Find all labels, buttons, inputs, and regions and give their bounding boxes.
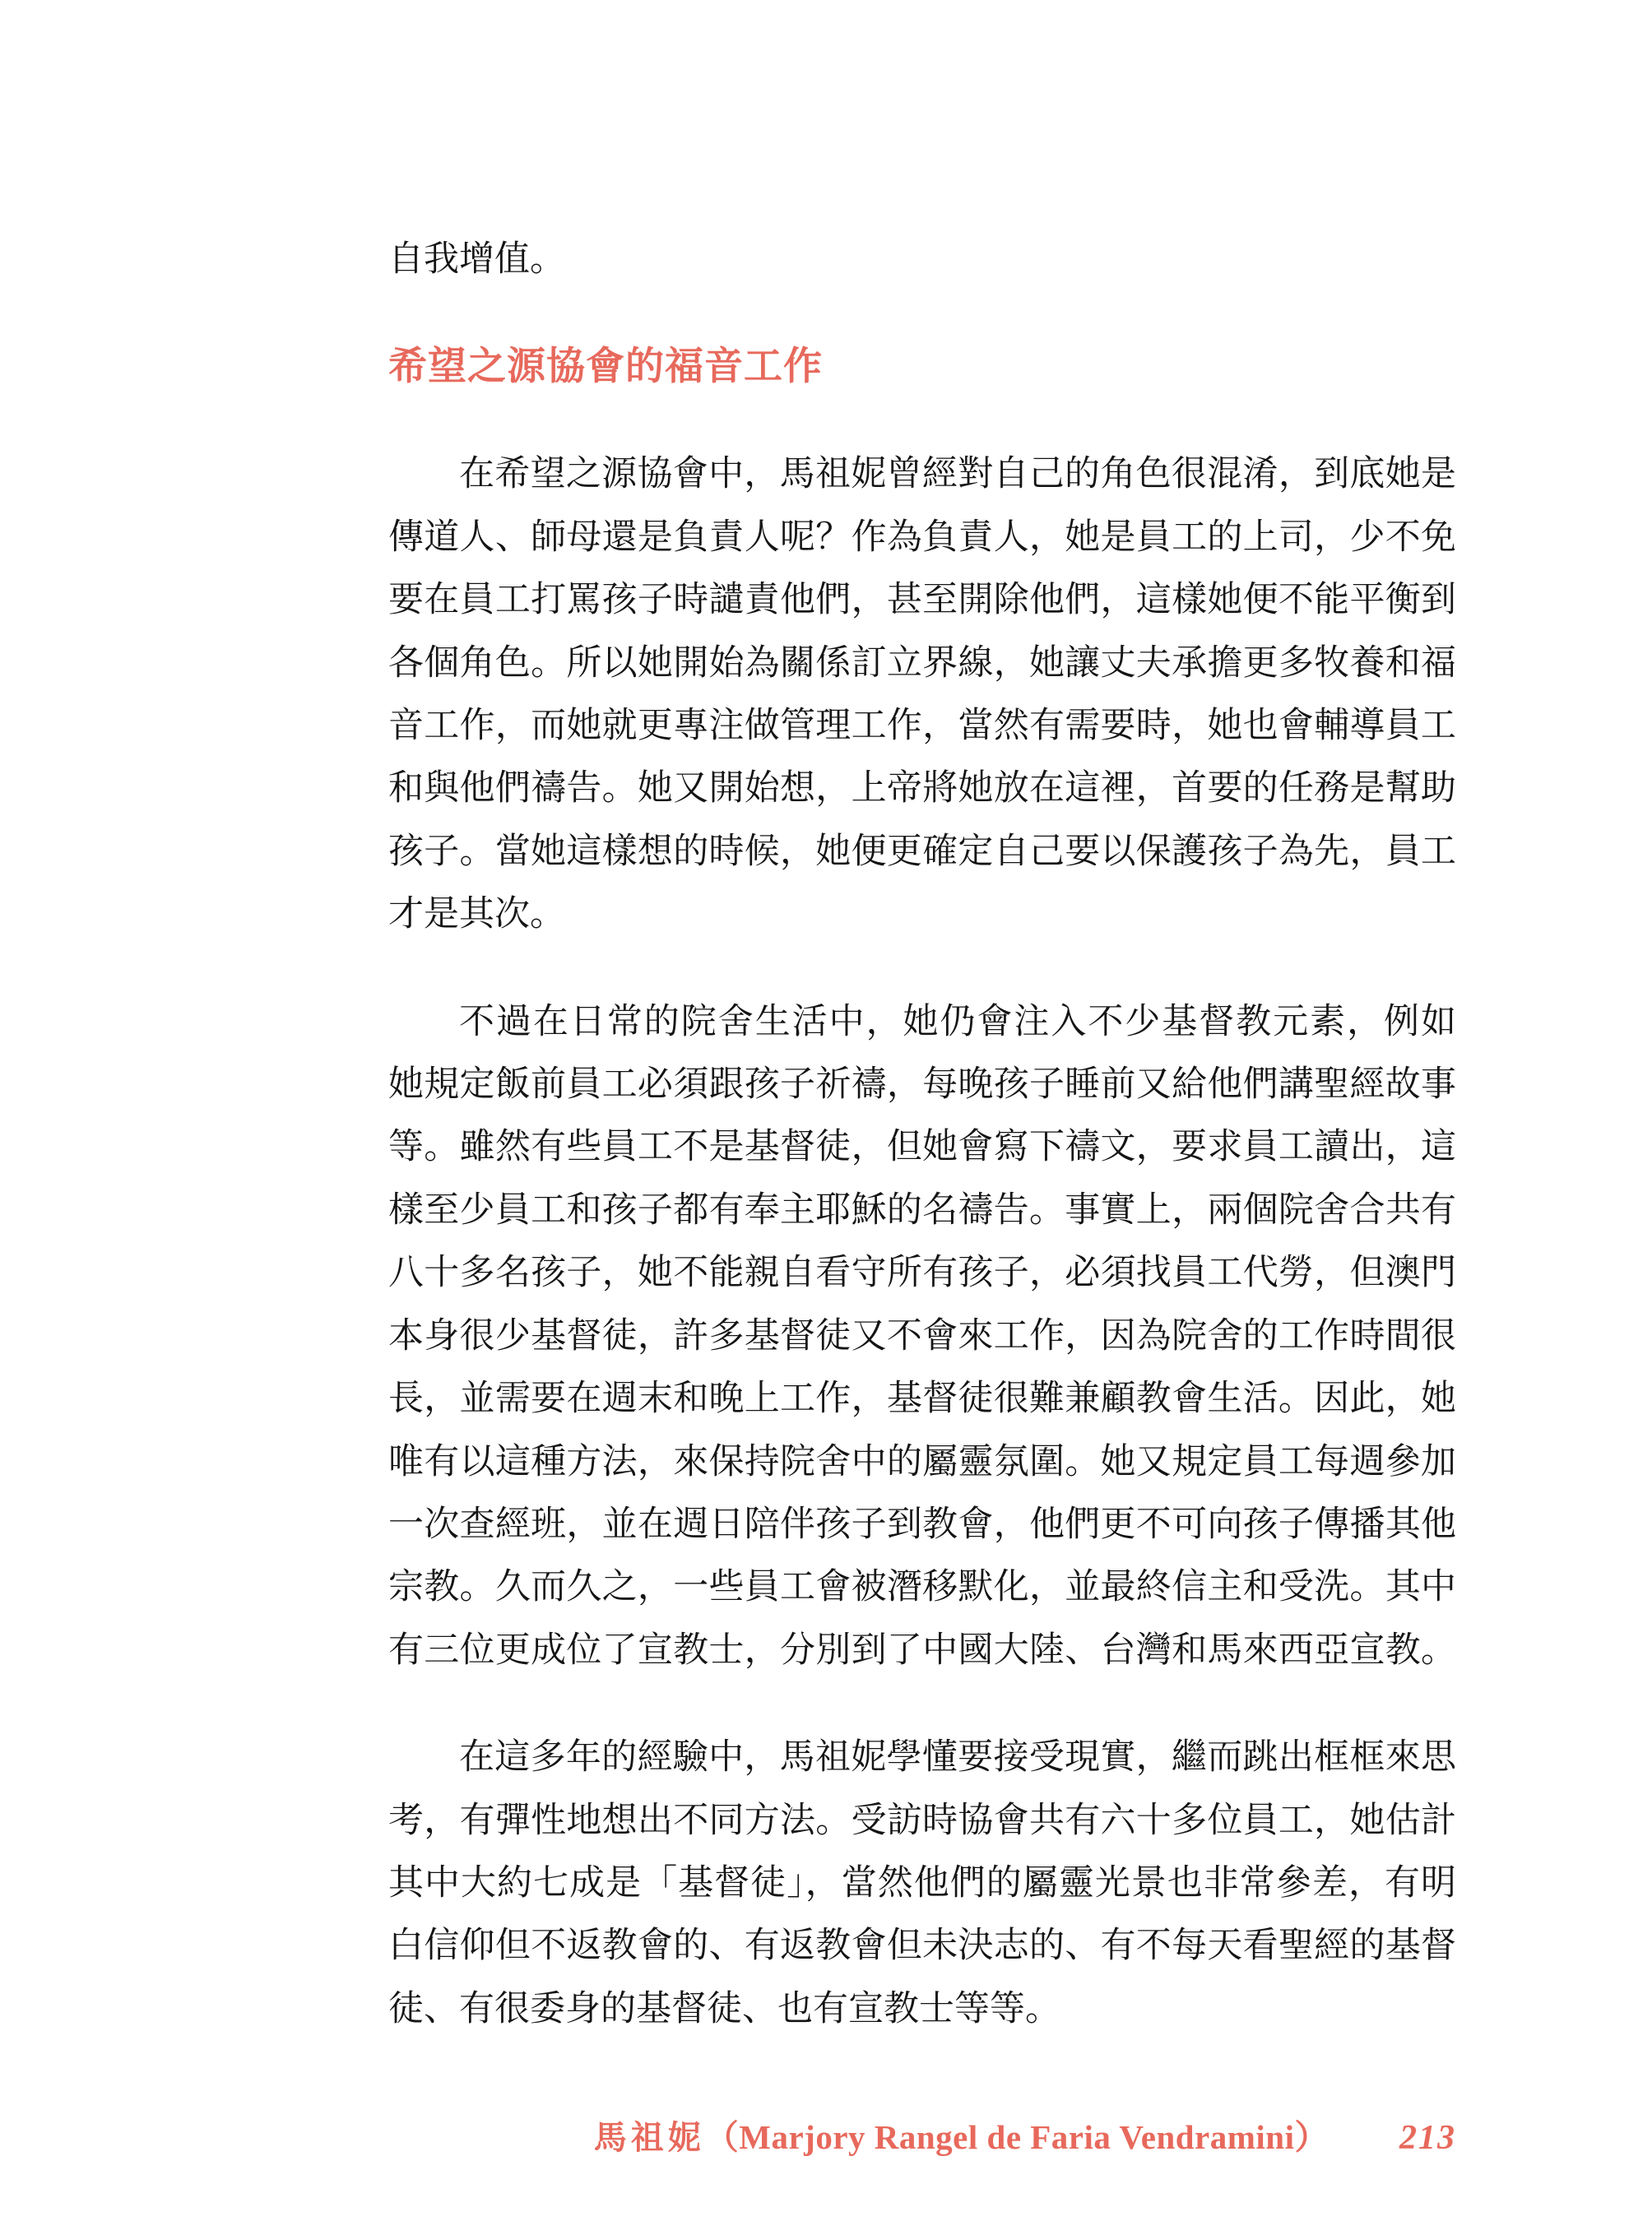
text-line: 本身很少基督徒，許多基督徒又不會來工作，因為院舍的工作時間很 [388,1316,1456,1356]
text-line: 她規定飯前員工必須跟孩子祈禱，每晚孩子睡前又給他們講聖經故事 [388,1065,1456,1105]
text-line: 徒、有很委身的基督徒、也有宣教士等等。 [388,1989,1060,2029]
text-line: 在這多年的經驗中，馬祖妮學懂要接受現實，繼而跳出框框來思 [459,1738,1456,1778]
text-line: 有三位更成位了宣教士，分別到了中國大陸、台灣和馬來西亞宣教。 [388,1630,1456,1670]
paragraph [388,443,1456,946]
section-heading: 希望之源協會的福音工作 [388,345,823,389]
text-line: 音工作，而她就更專注做管理工作，當然有需要時，她也會輔導員工 [388,707,1456,746]
text-line: 白信仰但不返教會的、有返教會但未決志的、有不每天看聖經的基督 [388,1927,1456,1966]
text-line: 要在員工打罵孩子時譴責他們，甚至開除他們，這樣她便不能平衡到 [388,581,1456,620]
text-line: 和與他們禱告。她又開始想，上帝將她放在這裡，首要的任務是幫助 [388,769,1456,809]
text-line: 八十多名孩子，她不能親自看守所有孩子，必須找員工代勞，但澳門 [388,1254,1456,1293]
paragraph-fragment: 自我增值。 [388,240,565,279]
text-line: 各個角色。所以她開始為關係訂立界線，她讓丈夫承擔更多牧養和福 [388,643,1456,683]
footer-chapter-name-zh: 馬祖妮 [593,2119,705,2156]
text-line: 孩子。當她這樣想的時候，她便更確定自己要以保護孩子為先，員工 [388,832,1456,871]
text-line: 其中大約七成是「基督徒」，當然他們的屬靈光景也非常參差，有明 [388,1863,1456,1903]
paragraph [388,991,1456,1682]
text-line: 長，並需要在週末和晚上工作，基督徒很難兼顧教會生活。因此，她 [388,1379,1456,1419]
paragraph [388,1727,1456,2041]
body-paragraphs [388,443,1456,2041]
text-line: 等。雖然有些員工不是基督徒，但她會寫下禱文，要求員工讀出，這 [388,1128,1456,1167]
text-line: 一次查經班，並在週日陪伴孩子到教會，他們更不可向孩子傳播其他 [388,1505,1456,1544]
text-line: 考，有彈性地想出不同方法。受訪時協會共有六十多位員工，她估計 [388,1801,1456,1840]
footer-chapter-name-en: （Marjory Rangel de Faria Vendramini） [704,2118,1329,2156]
text-line: 傳道人、師母還是負責人呢？作為負責人，她是員工的上司，少不免 [388,517,1456,557]
text-line: 在希望之源協會中，馬祖妮曾經對自己的角色很混淆，到底她是 [459,455,1456,494]
text-line: 不過在日常的院舍生活中，她仍會注入不少基督教元素，例如 [459,1002,1456,1041]
text-line: 唯有以這種方法，來保持院舍中的屬靈氛圍。她又規定員工每週參加 [388,1442,1456,1481]
page-number: 213 [1399,2119,1456,2157]
page-footer [388,2116,1456,2159]
text-line: 宗教。久而久之，一些員工會被潛移默化，並最終信主和受洗。其中 [388,1568,1456,1607]
text-line: 才是其次。 [388,895,565,934]
text-line: 樣至少員工和孩子都有奉主耶穌的名禱告。事實上，兩個院舍合共有 [388,1190,1456,1230]
page-content [388,0,1456,2041]
